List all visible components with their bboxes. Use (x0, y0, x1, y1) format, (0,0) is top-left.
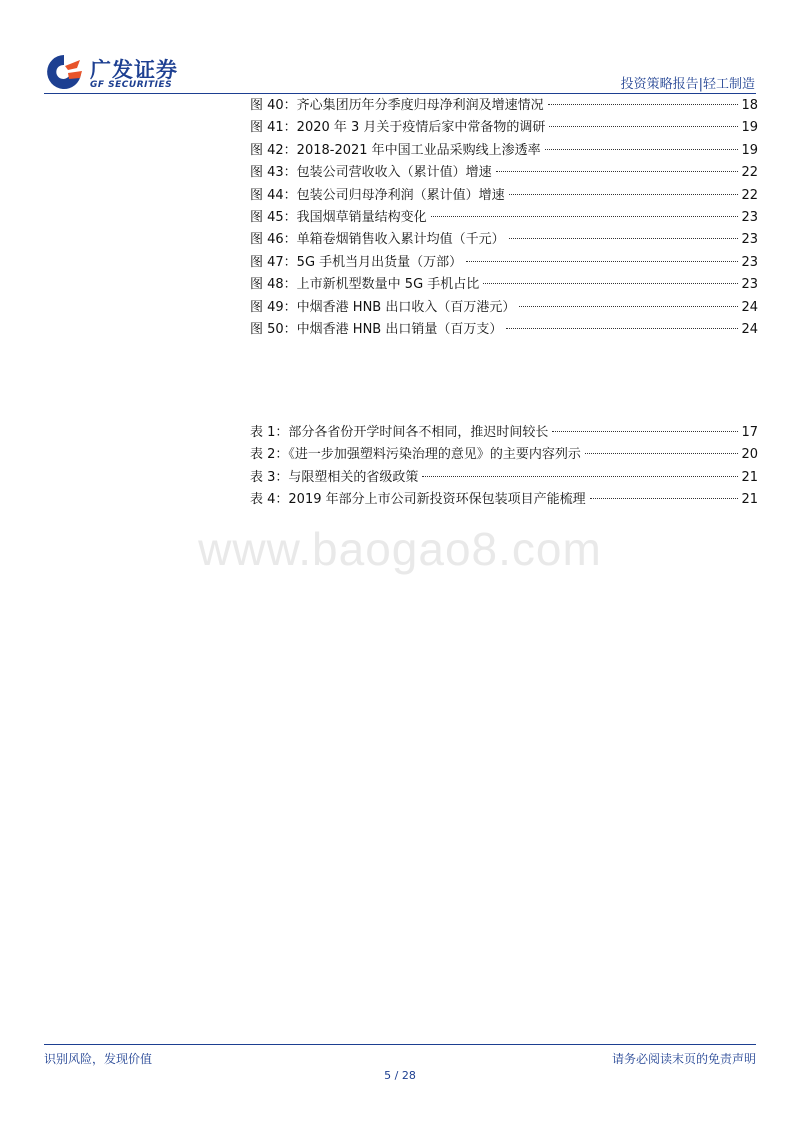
dot-leader (509, 238, 739, 239)
toc-entry-label: 图 41：2020 年 3 月关于疫情后家中常备物的调研 (250, 120, 546, 136)
toc-entry-label: 图 48：上市新机型数量中 5G 手机占比 (250, 277, 480, 293)
dot-leader (552, 431, 738, 432)
toc-entry-figure[interactable] (250, 319, 758, 341)
toc-entry-page: 19 (741, 142, 758, 158)
toc-entry-label: 图 40：齐心集团历年分季度归母净利润及增速情况 (250, 98, 544, 113)
toc-entry-page: 22 (741, 165, 758, 181)
dot-leader (496, 171, 739, 172)
toc-entry-label: 图 42：2018-2021 年中国工业品采购线上渗透率 (250, 142, 541, 158)
toc-entry-page: 21 (741, 469, 758, 485)
dot-leader (431, 216, 739, 217)
toc-entry-label: 图 43：包装公司营收收入（累计值）增速 (250, 165, 492, 181)
gf-logo-icon (44, 52, 84, 92)
toc-entry-table[interactable] (250, 444, 758, 466)
dot-leader (509, 194, 739, 195)
toc-entry-label: 表 4：2019 年部分上市公司新投资环保包装项目产能梳理 (250, 492, 586, 508)
toc-entry-label: 图 47：5G 手机当月出货量（万部） (250, 254, 463, 270)
toc-entry-page: 23 (741, 209, 758, 225)
toc-entry-page: 21 (741, 492, 758, 508)
toc-entry-page: 18 (741, 98, 758, 113)
gf-securities-logo (44, 52, 244, 96)
toc-entry-page: 23 (741, 277, 758, 293)
toc-entry-table[interactable] (250, 422, 758, 444)
dot-leader (422, 476, 738, 477)
watermark: www.baogao8.com (198, 523, 602, 575)
page-number: 5 / 28 (384, 1069, 416, 1082)
toc-entry-page: 19 (741, 120, 758, 136)
toc-entry-figure[interactable] (250, 95, 758, 117)
brand-name-en: GF SECURITIES (90, 80, 173, 90)
table-index-list (250, 422, 758, 512)
toc-entry-figure[interactable] (250, 140, 758, 162)
toc-entry-table[interactable] (250, 489, 758, 511)
toc-entry-page: 23 (741, 254, 758, 270)
footer-slogan: 识别风险，发现价值 (44, 1052, 153, 1066)
dot-leader (585, 453, 739, 454)
toc-entry-label: 图 49：中烟香港 HNB 出口收入（百万港元） (250, 299, 516, 315)
page-header (0, 0, 800, 96)
toc-entry-label: 表 1：部分各省份开学时间各不相同，推迟时间较长 (250, 425, 549, 440)
figure-index-list (250, 95, 758, 341)
toc-entry-page: 22 (741, 187, 758, 203)
toc-entry-figure[interactable] (250, 162, 758, 184)
toc-entry-figure[interactable] (250, 117, 758, 139)
toc-entry-figure[interactable] (250, 297, 758, 319)
toc-entry-label: 图 46：单箱卷烟销售收入累计均值（千元） (250, 232, 505, 248)
toc-entry-figure[interactable] (250, 185, 758, 207)
toc-entry-table[interactable] (250, 467, 758, 489)
toc-entry-label: 图 50：中烟香港 HNB 出口销量（百万支） (250, 321, 503, 337)
dot-leader (545, 149, 739, 150)
toc-entry-label: 图 45：我国烟草销量结构变化 (250, 209, 427, 225)
report-category: 投资策略报告|轻工制造 (620, 77, 755, 92)
toc-entry-figure[interactable] (250, 252, 758, 274)
dot-leader (590, 498, 739, 499)
toc-entry-page: 24 (741, 299, 758, 315)
toc-entry-label: 图 44：包装公司归母净利润（累计值）增速 (250, 187, 505, 203)
header-divider (44, 93, 756, 94)
toc-entry-figure[interactable] (250, 274, 758, 296)
dot-leader (506, 328, 738, 329)
toc-entry-page: 23 (741, 232, 758, 248)
dot-leader (466, 261, 738, 262)
footer-disclaimer-note: 请务必阅读末页的免责声明 (611, 1052, 756, 1066)
dot-leader (519, 306, 738, 307)
toc-entry-figure[interactable] (250, 229, 758, 251)
toc-entry-page: 17 (741, 425, 758, 440)
toc-entry-page: 20 (741, 447, 758, 463)
dot-leader (549, 126, 738, 127)
footer-divider (44, 1044, 756, 1045)
dot-leader (548, 104, 739, 105)
toc-entry-label: 表 2：《进一步加强塑料污染治理的意见》的主要内容列示 (250, 447, 581, 463)
toc-entry-page: 24 (741, 321, 758, 337)
dot-leader (483, 283, 738, 284)
toc-entry-label: 表 3：与限塑相关的省级政策 (250, 469, 419, 485)
toc-entry-figure[interactable] (250, 207, 758, 229)
brand-name-cn: 广发证券 (90, 58, 178, 82)
